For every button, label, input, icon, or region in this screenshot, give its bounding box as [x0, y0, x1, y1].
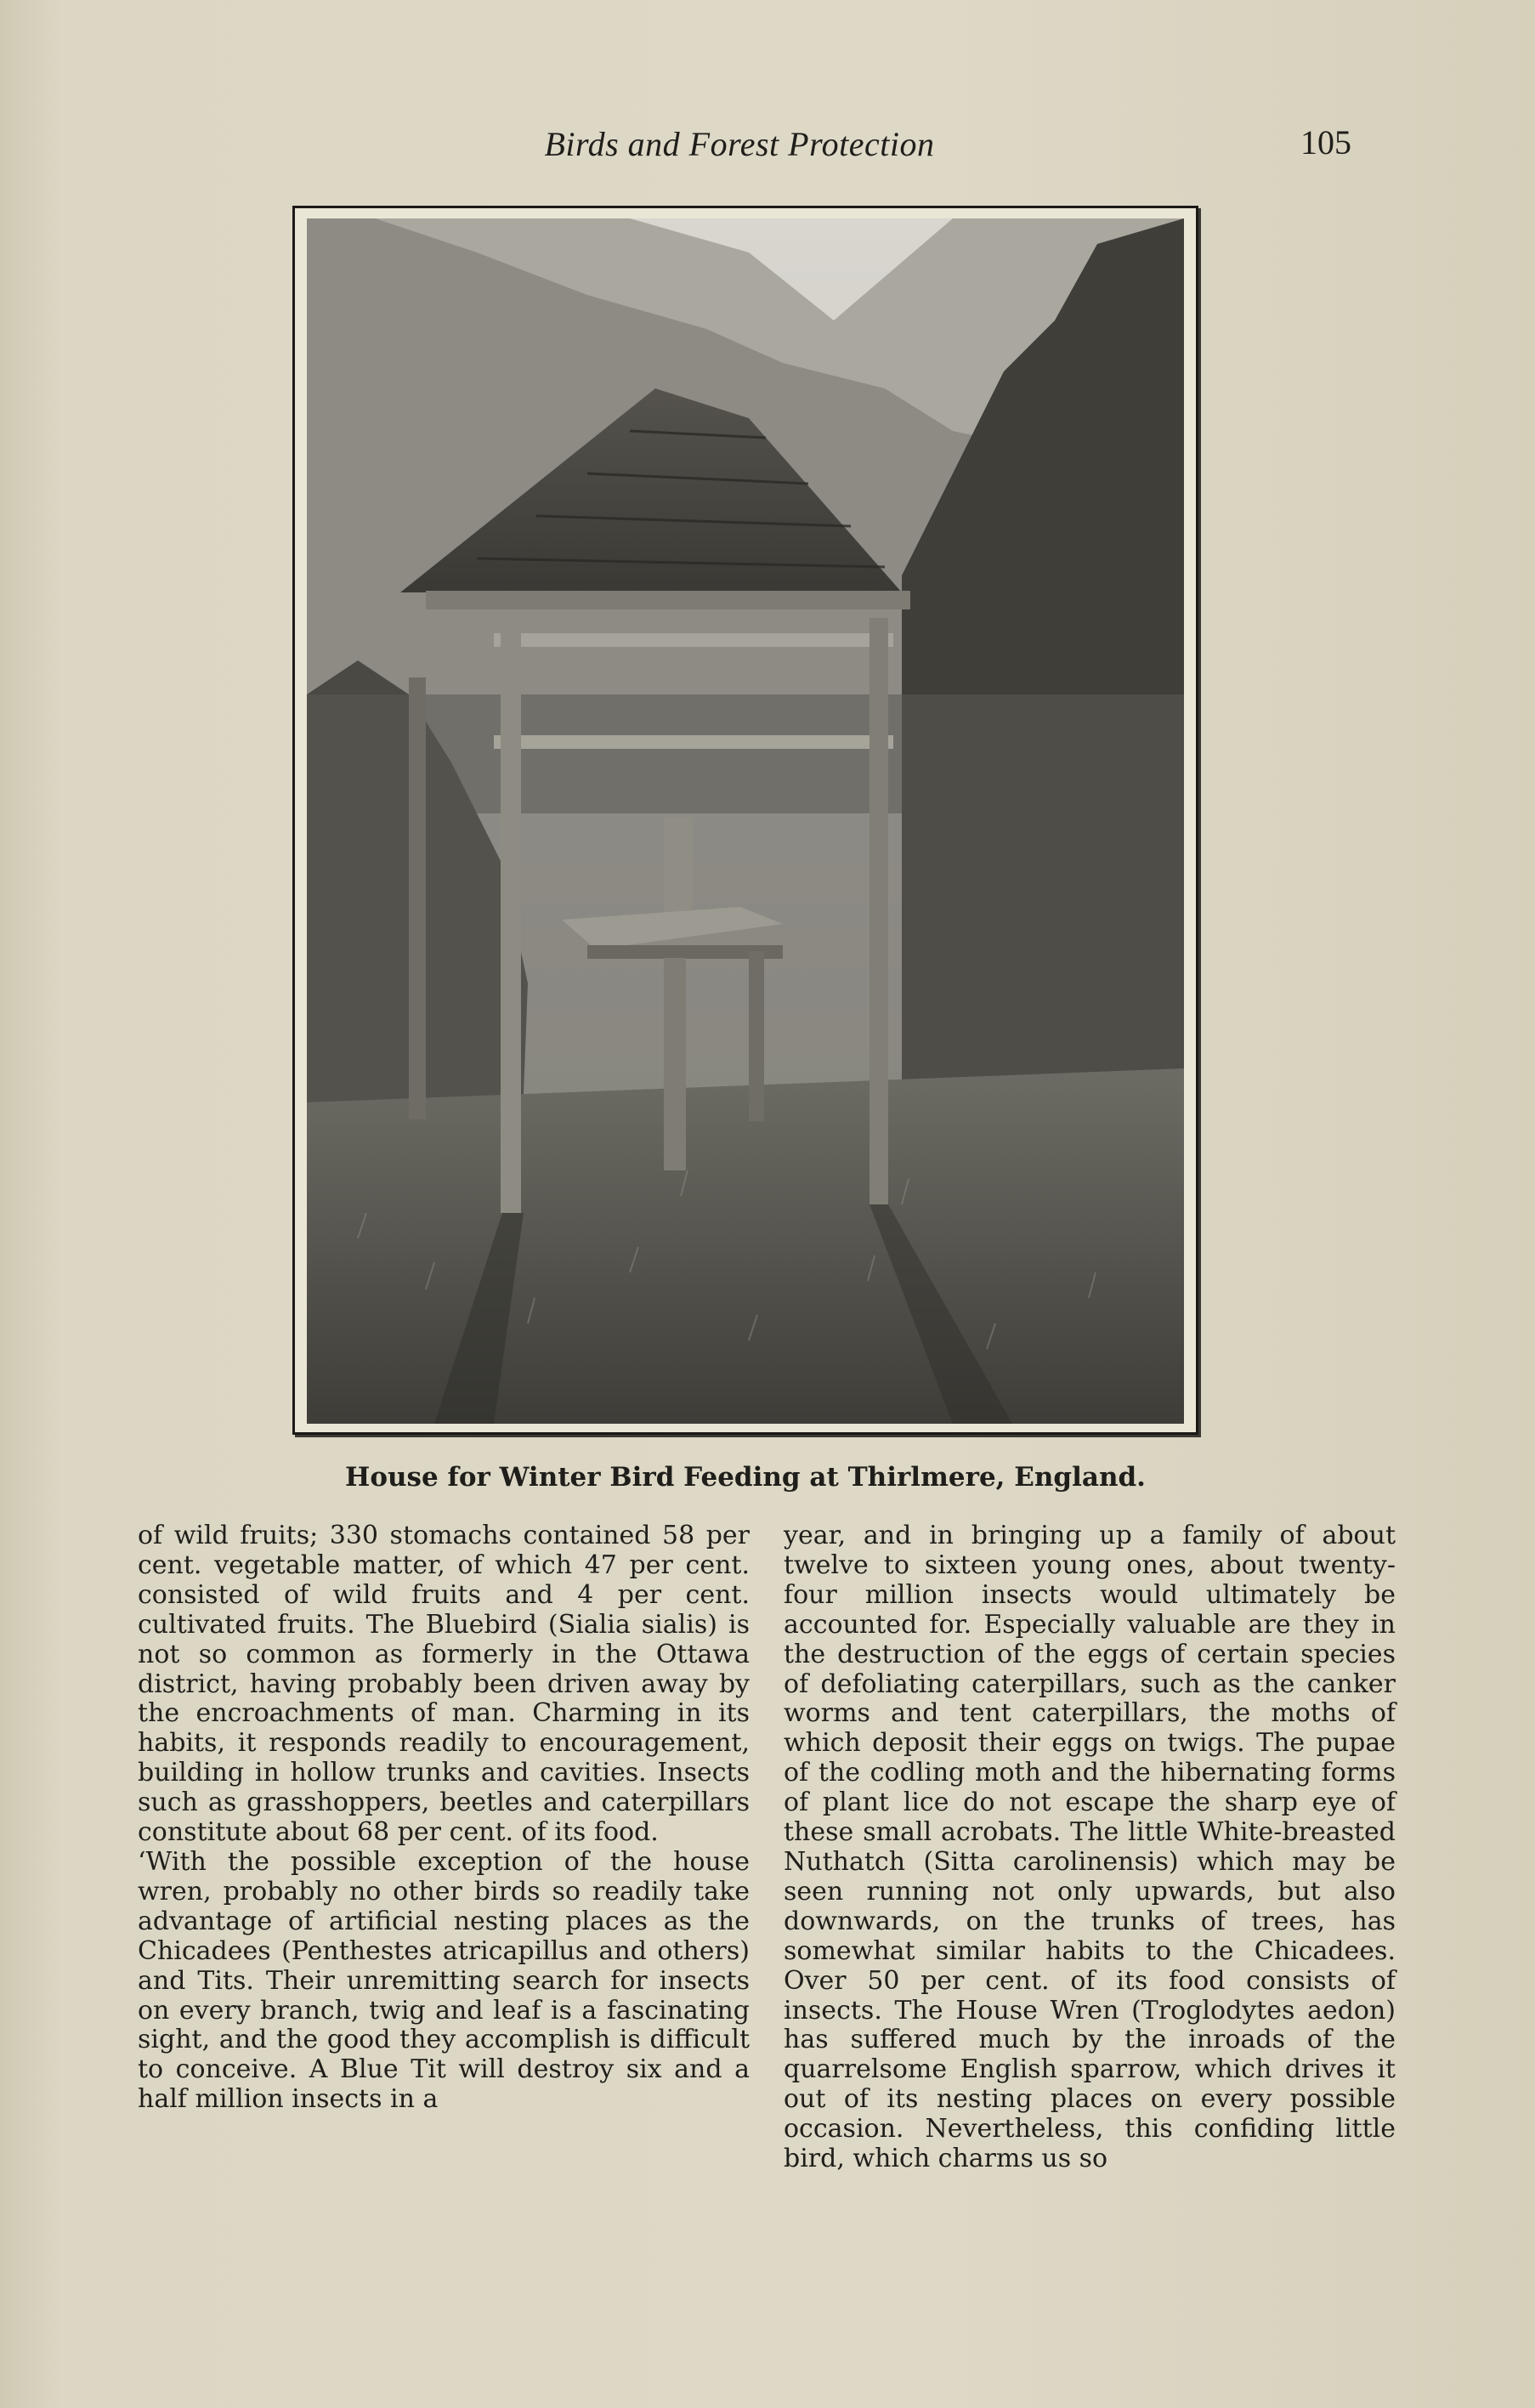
photo-frame: [292, 206, 1198, 1435]
running-title: Birds and Forest Protection: [544, 125, 935, 163]
left-paragraph-2: ‘With the possible exception of the house wren, probably no other birds so readily take advantage of artificial nesting places as the Chicadees (Penthestes atricapillus and others) and Tits. Their unremitting search for insects on every branch, twig and leaf is a fascinating sight, and the good they accomplish is difficult to conceive. A Blue Tit will destroy six and a half million insects in a: [138, 1846, 750, 2115]
page-number: 105: [1300, 123, 1351, 161]
left-paragraph-1: of wild fruits; 330 stomachs contained 58 per cent. vegetable matter, of which 47 per cent. consisted of wild fruits and 4 per cent. cultivated fruits. The Bluebird (Sialia sialis) is not so common as formerly in the Ottawa district, having probably been driven away by the encroachments of man. Charming in its habits, it responds readily to encouragement, building in hollow trunks and cavities. Insects such as grasshoppers, beetles and caterpillars constitute about 68 per cent. of its food.: [138, 1521, 750, 1848]
right-column: [784, 1521, 1396, 2174]
left-column: [138, 1521, 750, 2115]
bird-feeding-house-photo: [307, 218, 1184, 1424]
right-paragraph-1: year, and in bringing up a family of about twelve to sixteen young ones, about twenty-four million insects would ultimately be accounted for. Especially valuable are they in the destruction of the eggs of certain species of defoliating caterpillars, such as the canker worms and tent caterpillars, the moths of which deposit their eggs on twigs. The pupae of the codling moth and the hibernating forms of plant lice do not escape the sharp eye of these small acrobats. The little White-breasted Nuthatch (Sitta carolinensis) which may be seen running not only upwards, but also downwards, on the trunks of trees, has somewhat similar habits to the Chicadees. Over 50 per cent. of its food consists of insects. The House Wren (Troglodytes aedon) has suffered much by the inroads of the quarrelsome English sparrow, which drives it out of its nesting places on every possible occasion. Nevertheless, this confiding little bird, which charms us so: [784, 1521, 1396, 2174]
figure-caption: House for Winter Bird Feeding at Thirlmere, England.: [345, 1462, 1146, 1493]
